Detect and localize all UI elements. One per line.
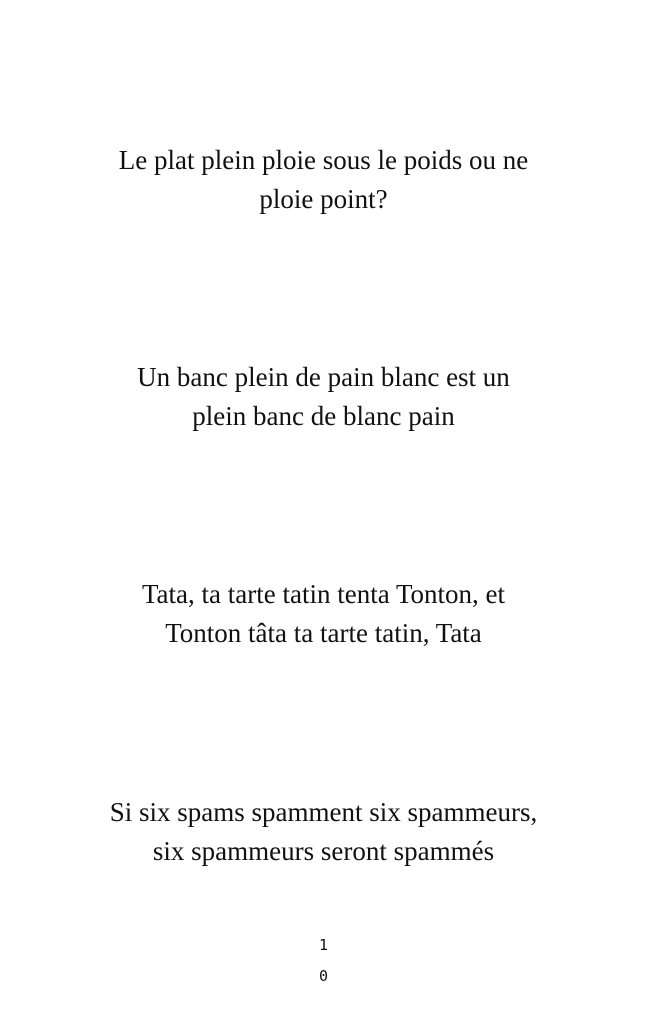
- verse: [60, 793, 587, 871]
- verse: [60, 575, 587, 653]
- page-number-digit: 1: [318, 936, 329, 954]
- verse-line: Un banc plein de pain blanc est un: [137, 362, 510, 392]
- page-number-digit: 0: [318, 967, 329, 985]
- verse-line: ploie point?: [259, 184, 388, 214]
- verse: [60, 141, 587, 219]
- verse-line: Tonton tâta ta tarte tatin, Tata: [165, 618, 482, 648]
- verse-line: six spammeurs seront spammés: [152, 836, 495, 866]
- verse-line: Tata, ta tarte tatin tenta Tonton, et: [141, 579, 506, 609]
- verse-line: plein banc de blanc pain: [192, 401, 455, 431]
- verse: [60, 358, 587, 436]
- verse-line: Si six spams spamment six spammeurs,: [109, 797, 538, 827]
- verse-line: Le plat plein ploie sous le poids ou ne: [118, 145, 529, 175]
- page-number: [0, 930, 647, 992]
